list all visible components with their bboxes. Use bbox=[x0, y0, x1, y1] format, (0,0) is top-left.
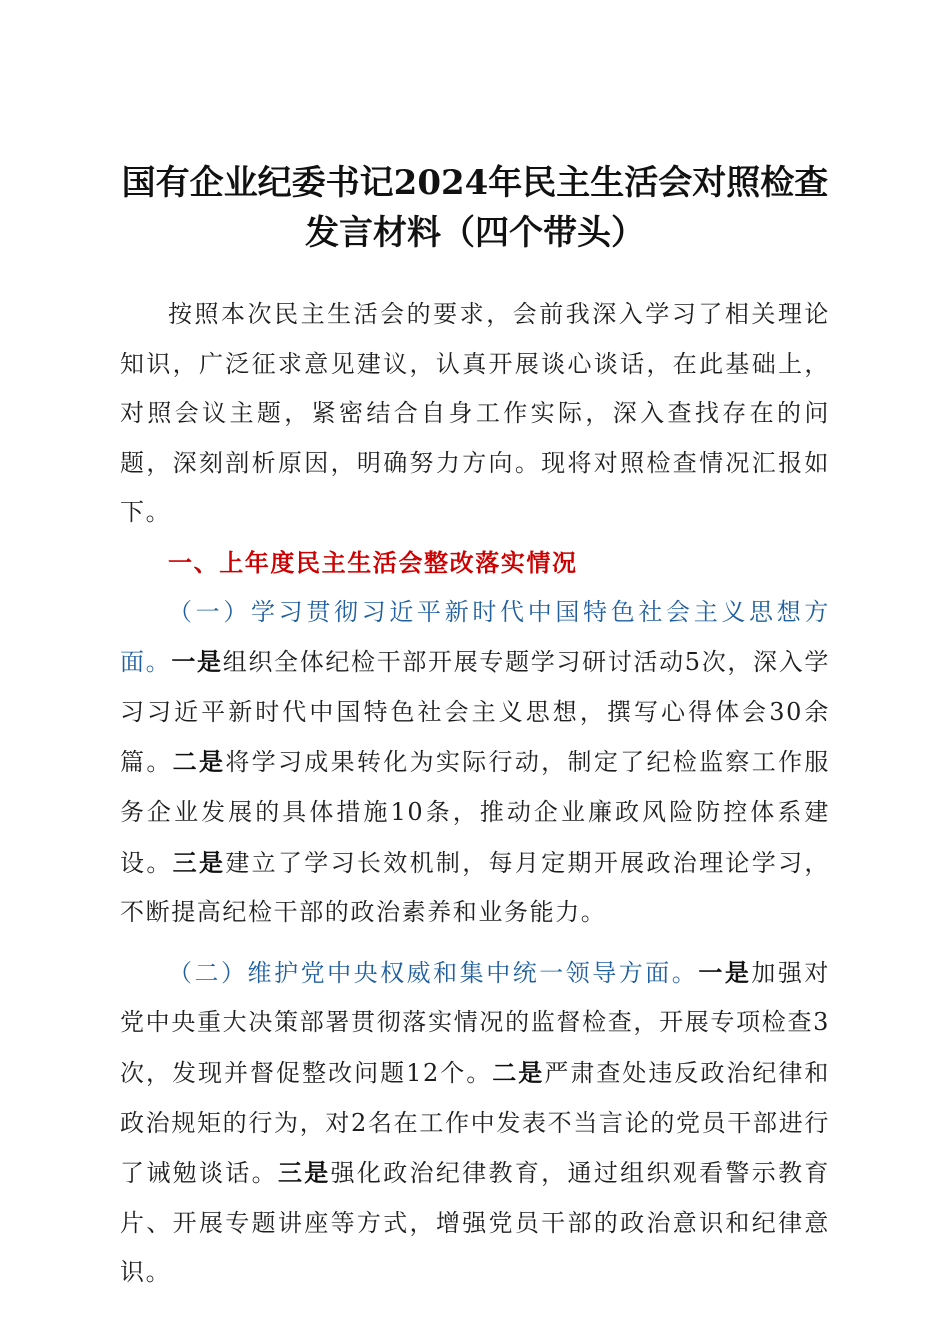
sub-2-text-2: 严肃查处违反政治纪律和政治规矩的行为，对2名在工作中发表不当言论的党员干部进行了诫勉谈话。 bbox=[120, 1058, 831, 1188]
sub-1-lead-2: 二是 bbox=[172, 747, 226, 777]
sub-1-heading: （一）学习贯彻习近平新时代中国特色社会主义思想方面。 bbox=[120, 597, 830, 677]
sub-1-text-3: 建立了学习长效机制，每月定期开展政治理论学习，不断提高纪检干部的政治素养和业务能力。 bbox=[120, 848, 831, 927]
sub-2-lead-1: 一是 bbox=[698, 957, 752, 987]
title-line-1: 国有企业纪委书记2024年民主生活会对照检查 bbox=[121, 163, 829, 203]
intro-paragraph: 按照本次民主生活会的要求，会前我深入学习了相关理论知识，广泛征求意见建议，认真开展谈心谈话，在此基础上，对照会议主题，紧密结合自身工作实际，深入查找存在的问题，深刻剖析原因，明确努力方向。现将对照检查情况汇报如下。 bbox=[120, 300, 830, 527]
sub-1-text-1: 组织全体纪检干部开展专题学习研讨活动5次，深入学习习近平新时代中国特色社会主义思想，撰写心得体会30余篇。 bbox=[120, 648, 830, 777]
title-line-2: 发言材料（四个带头） bbox=[305, 213, 645, 253]
sub-2-lead-2: 二是 bbox=[492, 1057, 545, 1087]
document-body bbox=[120, 290, 830, 1298]
sub-2-heading: （二）维护党中央权威和集中统一领导方面。 bbox=[168, 958, 699, 987]
sub-2-text-1: 加强对党中央重大决策部署贯彻落实情况的监督检查，开展专项检查3次，发现并督促整改问题12个。 bbox=[120, 958, 831, 1087]
sub-1-lead-1: 一是 bbox=[171, 647, 223, 677]
section-1-heading: 一、上年度民主生活会整改落实情况 bbox=[168, 547, 578, 577]
document-title bbox=[100, 158, 850, 258]
sub-2-lead-3: 三是 bbox=[277, 1158, 331, 1188]
sub-2-paragraph bbox=[120, 948, 830, 1298]
sub-2-text-3: 强化政治纪律教育，通过组织观看警示教育片、开展专题讲座等方式，增强党员干部的政治意识和纪律意识。 bbox=[120, 1159, 830, 1287]
sub-1-text-2: 将学习成果转化为实际行动，制定了纪检监察工作服务企业发展的具体措施10条，推动企业廉政风险防控体系建设。 bbox=[120, 748, 831, 877]
sub-1-paragraph bbox=[120, 588, 830, 938]
sub-1-lead-3: 三是 bbox=[172, 847, 226, 877]
